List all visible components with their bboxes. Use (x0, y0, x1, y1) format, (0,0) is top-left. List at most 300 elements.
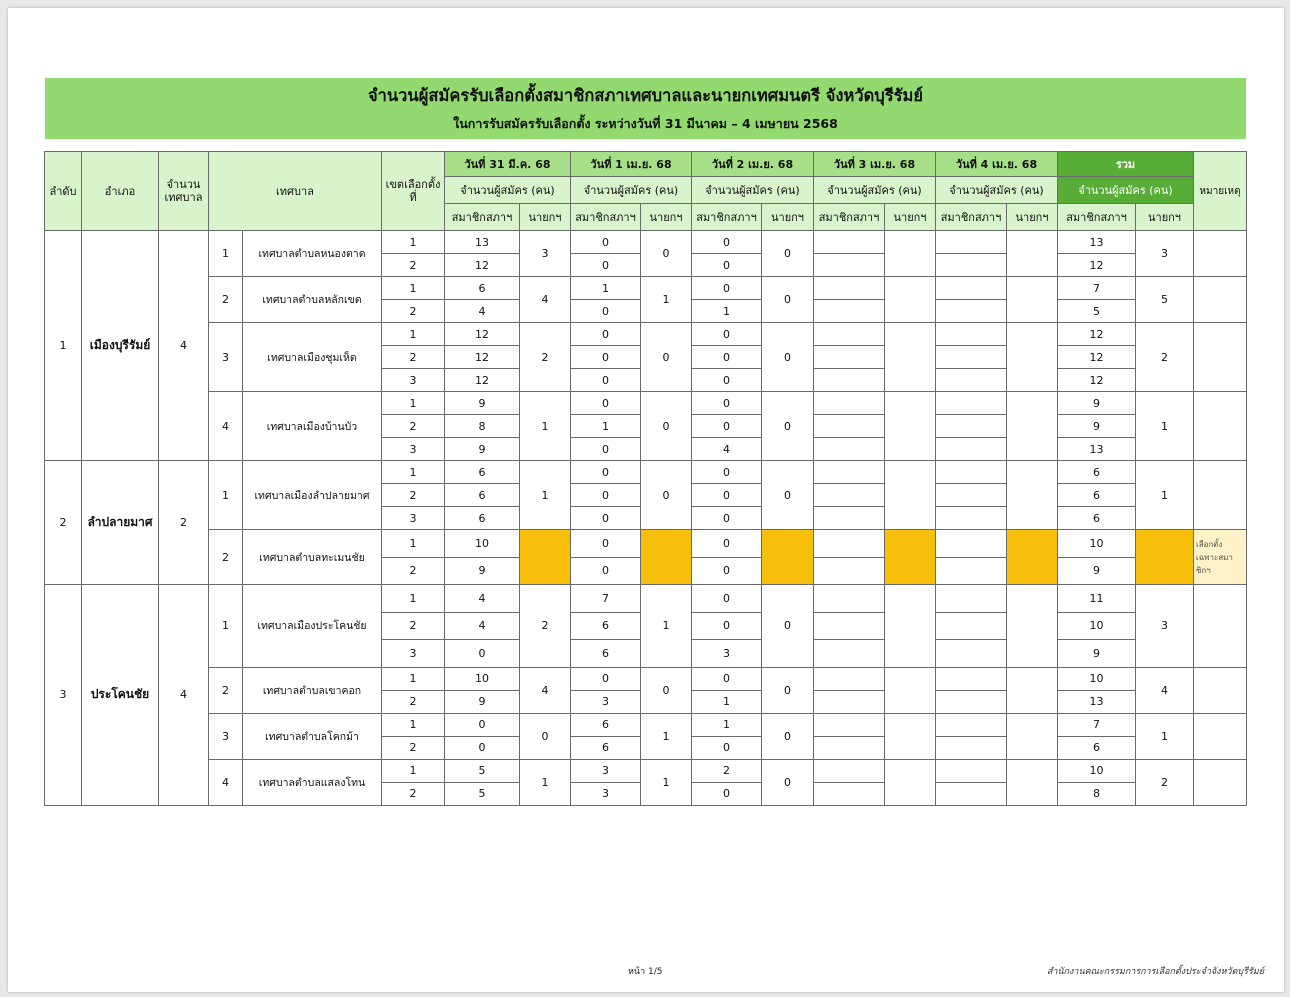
member-count-day-1: 10 (445, 667, 520, 690)
member-count-day-3: 0 (692, 782, 762, 805)
mayor-count-total: 1 (1136, 713, 1194, 759)
zone-no: 1 (382, 759, 445, 782)
member-count-day-2: 7 (571, 585, 641, 613)
municipality-name: เทศบาลตำบลแสลงโทน (243, 759, 382, 805)
member-count-day-1: 0 (445, 640, 520, 668)
member-count-day-3: 0 (692, 415, 762, 438)
member-count-day-5 (936, 736, 1007, 759)
member-count-day-2: 3 (571, 690, 641, 713)
member-count-day-4 (814, 438, 885, 461)
mayor-count-day-1: 1 (520, 759, 571, 805)
header-applicants-day-1: จำนวนผู้สมัคร (คน) (445, 177, 571, 204)
member-count-day-4 (814, 713, 885, 736)
member-count-day-2: 1 (571, 415, 641, 438)
member-count-day-1: 12 (445, 369, 520, 392)
member-count-total: 12 (1058, 323, 1136, 346)
member-count-day-2: 1 (571, 277, 641, 300)
amphoe-seq: 2 (45, 461, 82, 585)
header-applicants-day-2: จำนวนผู้สมัคร (คน) (571, 177, 692, 204)
member-count-day-5 (936, 254, 1007, 277)
member-count-day-1: 4 (445, 612, 520, 640)
mayor-count-day-4 (885, 392, 936, 461)
municipality-name: เทศบาลเมืองประโคนชัย (243, 585, 382, 668)
mayor-count-day-1: 4 (520, 277, 571, 323)
member-count-day-3: 0 (692, 507, 762, 530)
municipality-no: 2 (209, 667, 243, 713)
note-cell (1194, 277, 1247, 323)
mayor-count-day-5 (1007, 759, 1058, 805)
mayor-count-day-4 (885, 667, 936, 713)
header-day-1: วันที่ 31 มี.ค. 68 (445, 152, 571, 177)
member-count-day-5 (936, 713, 1007, 736)
zone-no: 2 (382, 300, 445, 323)
zone-no: 2 (382, 782, 445, 805)
mayor-count-total: 1 (1136, 392, 1194, 461)
member-count-day-1: 9 (445, 392, 520, 415)
mayor-count-day-5 (1007, 461, 1058, 530)
header-member-day-3: สมาชิกสภาฯ (692, 204, 762, 231)
mayor-count-day-2: 0 (641, 667, 692, 713)
member-count-day-4 (814, 392, 885, 415)
municipality-name: เทศบาลเมืองชุมเห็ด (243, 323, 382, 392)
amphoe-name: ประโคนชัย (82, 585, 159, 806)
member-count-total: 13 (1058, 690, 1136, 713)
member-count-day-4 (814, 323, 885, 346)
member-count-day-3: 0 (692, 254, 762, 277)
member-count-day-4 (814, 346, 885, 369)
table-row (45, 585, 1247, 613)
header-total-applicants: จำนวนผู้สมัคร (คน) (1058, 177, 1194, 204)
member-count-total: 10 (1058, 667, 1136, 690)
mayor-count-day-4 (885, 461, 936, 530)
member-count-day-4 (814, 736, 885, 759)
member-count-day-1: 5 (445, 782, 520, 805)
mayor-count-day-1: 2 (520, 323, 571, 392)
header-total: รวม (1058, 152, 1194, 177)
member-count-day-1: 9 (445, 690, 520, 713)
zone-no: 2 (382, 612, 445, 640)
note-cell (1194, 585, 1247, 668)
mayor-count-day-5 (1007, 585, 1058, 668)
mayor-count-day-4 (885, 585, 936, 668)
amphoe-seq: 1 (45, 231, 82, 461)
header-mayor-total: นายกฯ (1136, 204, 1194, 231)
member-count-day-1: 0 (445, 736, 520, 759)
municipality-no: 4 (209, 759, 243, 805)
mayor-count-day-1 (520, 530, 571, 585)
note-cell (1194, 461, 1247, 530)
member-count-day-4 (814, 461, 885, 484)
mayor-count-day-3: 0 (762, 759, 814, 805)
member-count-day-4 (814, 667, 885, 690)
member-count-day-1: 0 (445, 713, 520, 736)
member-count-day-3: 2 (692, 759, 762, 782)
mayor-count-day-3: 0 (762, 277, 814, 323)
member-count-day-1: 12 (445, 323, 520, 346)
member-count-day-3: 0 (692, 346, 762, 369)
member-count-day-5 (936, 585, 1007, 613)
municipality-no: 2 (209, 530, 243, 585)
table-row (45, 713, 1247, 736)
member-count-day-2: 6 (571, 612, 641, 640)
table-row (45, 530, 1247, 558)
mayor-count-day-2: 1 (641, 277, 692, 323)
member-count-total: 9 (1058, 392, 1136, 415)
member-count-day-2: 0 (571, 557, 641, 585)
note-cell: เลือกตั้ง เฉพาะสมาชิกฯ (1194, 530, 1247, 585)
mayor-count-day-1: 1 (520, 392, 571, 461)
note-cell (1194, 323, 1247, 392)
member-count-day-3: 0 (692, 461, 762, 484)
member-count-total: 8 (1058, 782, 1136, 805)
member-count-total: 10 (1058, 530, 1136, 558)
zone-no: 1 (382, 667, 445, 690)
mayor-count-day-3: 0 (762, 231, 814, 277)
table-row (45, 461, 1247, 484)
member-count-day-3: 0 (692, 392, 762, 415)
mayor-count-day-1: 3 (520, 231, 571, 277)
mayor-count-day-2: 1 (641, 759, 692, 805)
mayor-count-day-1: 1 (520, 461, 571, 530)
member-count-day-5 (936, 231, 1007, 254)
mayor-count-day-2: 0 (641, 461, 692, 530)
member-count-day-4 (814, 759, 885, 782)
header-mayor-day-2: นายกฯ (641, 204, 692, 231)
member-count-total: 6 (1058, 736, 1136, 759)
mayor-count-total: 3 (1136, 231, 1194, 277)
zone-no: 3 (382, 369, 445, 392)
member-count-day-1: 9 (445, 557, 520, 585)
header-applicants-day-3: จำนวนผู้สมัคร (คน) (692, 177, 814, 204)
header-applicants-day-5: จำนวนผู้สมัคร (คน) (936, 177, 1058, 204)
mayor-count-day-5 (1007, 323, 1058, 392)
mayor-count-day-2: 0 (641, 392, 692, 461)
municipality-no: 3 (209, 713, 243, 759)
member-count-day-3: 0 (692, 323, 762, 346)
member-count-day-5 (936, 461, 1007, 484)
zone-no: 1 (382, 392, 445, 415)
municipality-name: เทศบาลตำบลทะเมนชัย (243, 530, 382, 585)
member-count-day-4 (814, 254, 885, 277)
municipality-no: 2 (209, 277, 243, 323)
zone-no: 2 (382, 484, 445, 507)
municipality-no: 4 (209, 392, 243, 461)
mayor-count-day-2: 0 (641, 231, 692, 277)
header-municipality: เทศบาล (209, 152, 382, 231)
zone-no: 3 (382, 640, 445, 668)
member-count-day-4 (814, 557, 885, 585)
header-mayor-day-1: นายกฯ (520, 204, 571, 231)
member-count-day-5 (936, 323, 1007, 346)
member-count-total: 12 (1058, 254, 1136, 277)
member-count-day-2: 0 (571, 300, 641, 323)
member-count-day-2: 0 (571, 346, 641, 369)
member-count-total: 9 (1058, 557, 1136, 585)
member-count-total: 7 (1058, 713, 1136, 736)
member-count-day-1: 12 (445, 254, 520, 277)
municipality-name: เทศบาลตำบลเขาคอก (243, 667, 382, 713)
member-count-day-4 (814, 231, 885, 254)
member-count-day-4 (814, 782, 885, 805)
member-count-day-5 (936, 392, 1007, 415)
member-count-day-5 (936, 438, 1007, 461)
mayor-count-day-5 (1007, 231, 1058, 277)
mayor-count-day-5 (1007, 392, 1058, 461)
header-day-5: วันที่ 4 เม.ย. 68 (936, 152, 1058, 177)
member-count-total: 11 (1058, 585, 1136, 613)
member-count-total: 10 (1058, 612, 1136, 640)
member-count-day-3: 1 (692, 690, 762, 713)
zone-no: 1 (382, 323, 445, 346)
municipality-count: 2 (159, 461, 209, 585)
mayor-count-day-4 (885, 713, 936, 759)
member-count-day-1: 6 (445, 507, 520, 530)
mayor-count-day-4 (885, 277, 936, 323)
municipality-no: 1 (209, 461, 243, 530)
mayor-count-total (1136, 530, 1194, 585)
member-count-total: 6 (1058, 507, 1136, 530)
header-member-day-4: สมาชิกสภาฯ (814, 204, 885, 231)
header-note: หมายเหตุ (1194, 152, 1247, 231)
member-count-day-3: 0 (692, 612, 762, 640)
member-count-day-5 (936, 782, 1007, 805)
mayor-count-day-4 (885, 759, 936, 805)
mayor-count-day-2: 1 (641, 585, 692, 668)
member-count-day-4 (814, 640, 885, 668)
member-count-day-3: 0 (692, 736, 762, 759)
zone-no: 3 (382, 438, 445, 461)
header-applicants-day-4: จำนวนผู้สมัคร (คน) (814, 177, 936, 204)
member-count-day-4 (814, 585, 885, 613)
member-count-day-4 (814, 277, 885, 300)
municipality-no: 1 (209, 585, 243, 668)
municipality-name: เทศบาลตำบลหนองตาด (243, 231, 382, 277)
mayor-count-day-2 (641, 530, 692, 585)
member-count-total: 13 (1058, 231, 1136, 254)
municipality-count: 4 (159, 585, 209, 806)
mayor-count-day-3: 0 (762, 323, 814, 392)
mayor-count-total: 1 (1136, 461, 1194, 530)
mayor-count-day-2: 0 (641, 323, 692, 392)
member-count-day-4 (814, 484, 885, 507)
mayor-count-total: 2 (1136, 759, 1194, 805)
table-row (45, 277, 1247, 300)
member-count-day-5 (936, 530, 1007, 558)
member-count-day-3: 0 (692, 530, 762, 558)
mayor-count-day-3: 0 (762, 585, 814, 668)
page-subtitle: ในการรับสมัครรับเลือกตั้ง ระหว่างวันที่ 31 มีนาคม – 4 เมษายน 2568 (453, 116, 838, 131)
zone-no: 1 (382, 461, 445, 484)
mayor-count-day-3: 0 (762, 461, 814, 530)
municipality-name: เทศบาลตำบลหลักเขต (243, 277, 382, 323)
member-count-day-1: 4 (445, 300, 520, 323)
note-cell (1194, 667, 1247, 713)
mayor-count-day-4 (885, 323, 936, 392)
member-count-total: 6 (1058, 461, 1136, 484)
member-count-day-2: 0 (571, 484, 641, 507)
member-count-day-5 (936, 640, 1007, 668)
mayor-count-day-4 (885, 530, 936, 585)
member-count-day-5 (936, 369, 1007, 392)
member-count-day-2: 0 (571, 231, 641, 254)
table-row (45, 231, 1247, 254)
member-count-day-3: 1 (692, 713, 762, 736)
mayor-count-day-5 (1007, 667, 1058, 713)
title-banner (45, 78, 1246, 139)
document-page (8, 8, 1284, 992)
header-amphoe: อำเภอ (82, 152, 159, 231)
member-count-day-2: 3 (571, 759, 641, 782)
municipality-name: เทศบาลเมืองลำปลายมาศ (243, 461, 382, 530)
header-zone: เขตเลือกตั้ง ที่ (382, 152, 445, 231)
table-row (45, 667, 1247, 690)
page-number: หน้า 1/5 (628, 967, 663, 977)
member-count-day-2: 6 (571, 640, 641, 668)
municipality-no: 1 (209, 231, 243, 277)
member-count-day-3: 0 (692, 585, 762, 613)
mayor-count-day-1: 2 (520, 585, 571, 668)
footer-organization: สำนักงานคณะกรรมการการเลือกตั้งประจำจังหวัดบุรีรัมย์ (1046, 967, 1264, 977)
member-count-day-1: 6 (445, 461, 520, 484)
candidates-table (44, 151, 1247, 806)
member-count-day-2: 0 (571, 667, 641, 690)
member-count-day-2: 0 (571, 254, 641, 277)
member-count-day-5 (936, 346, 1007, 369)
mayor-count-total: 3 (1136, 585, 1194, 668)
member-count-total: 6 (1058, 484, 1136, 507)
member-count-day-2: 0 (571, 323, 641, 346)
municipality-name: เทศบาลตำบลโคกม้า (243, 713, 382, 759)
member-count-day-4 (814, 415, 885, 438)
member-count-day-4 (814, 612, 885, 640)
member-count-day-5 (936, 300, 1007, 323)
member-count-day-1: 10 (445, 530, 520, 558)
page-title: จำนวนผู้สมัครรับเลือกตั้งสมาชิกสภาเทศบาลและนายกเทศมนตรี จังหวัดบุรีรัมย์ (367, 86, 924, 105)
member-count-day-5 (936, 759, 1007, 782)
member-count-day-5 (936, 612, 1007, 640)
mayor-count-total: 2 (1136, 323, 1194, 392)
note-cell (1194, 392, 1247, 461)
member-count-day-3: 0 (692, 484, 762, 507)
zone-no: 2 (382, 690, 445, 713)
header-day-2: วันที่ 1 เม.ย. 68 (571, 152, 692, 177)
zone-no: 1 (382, 530, 445, 558)
note-cell (1194, 759, 1247, 805)
member-count-day-1: 5 (445, 759, 520, 782)
member-count-total: 10 (1058, 759, 1136, 782)
mayor-count-day-1: 4 (520, 667, 571, 713)
mayor-count-day-3: 0 (762, 713, 814, 759)
member-count-day-1: 9 (445, 438, 520, 461)
header-mayor-day-5: นายกฯ (1007, 204, 1058, 231)
zone-no: 1 (382, 713, 445, 736)
member-count-day-3: 0 (692, 277, 762, 300)
member-count-day-5 (936, 415, 1007, 438)
member-count-day-2: 3 (571, 782, 641, 805)
header-mayor-day-4: นายกฯ (885, 204, 936, 231)
member-count-day-2: 0 (571, 530, 641, 558)
zone-no: 2 (382, 415, 445, 438)
member-count-total: 12 (1058, 369, 1136, 392)
zone-no: 2 (382, 346, 445, 369)
header-member-day-2: สมาชิกสภาฯ (571, 204, 641, 231)
member-count-total: 9 (1058, 415, 1136, 438)
member-count-day-2: 0 (571, 507, 641, 530)
zone-no: 2 (382, 557, 445, 585)
member-count-day-5 (936, 507, 1007, 530)
member-count-day-1: 13 (445, 231, 520, 254)
member-count-day-5 (936, 277, 1007, 300)
member-count-day-1: 6 (445, 277, 520, 300)
mayor-count-day-5 (1007, 713, 1058, 759)
member-count-day-3: 3 (692, 640, 762, 668)
header-member-total: สมาชิกสภาฯ (1058, 204, 1136, 231)
table-row (45, 759, 1247, 782)
mayor-count-day-5 (1007, 277, 1058, 323)
header-member-day-5: สมาชิกสภาฯ (936, 204, 1007, 231)
member-count-total: 12 (1058, 346, 1136, 369)
member-count-day-2: 6 (571, 713, 641, 736)
member-count-day-2: 0 (571, 369, 641, 392)
mayor-count-day-3: 0 (762, 392, 814, 461)
amphoe-name: เมืองบุรีรัมย์ (82, 231, 159, 461)
mayor-count-day-4 (885, 231, 936, 277)
mayor-count-day-5 (1007, 530, 1058, 585)
zone-no: 2 (382, 736, 445, 759)
member-count-day-3: 0 (692, 557, 762, 585)
amphoe-seq: 3 (45, 585, 82, 806)
member-count-day-4 (814, 369, 885, 392)
mayor-count-day-3: 0 (762, 667, 814, 713)
municipality-count: 4 (159, 231, 209, 461)
member-count-day-1: 8 (445, 415, 520, 438)
member-count-day-3: 0 (692, 231, 762, 254)
zone-no: 2 (382, 254, 445, 277)
mayor-count-total: 4 (1136, 667, 1194, 713)
member-count-total: 7 (1058, 277, 1136, 300)
member-count-day-4 (814, 507, 885, 530)
member-count-total: 5 (1058, 300, 1136, 323)
header-day-4: วันที่ 3 เม.ย. 68 (814, 152, 936, 177)
note-cell (1194, 713, 1247, 759)
member-count-day-4 (814, 300, 885, 323)
table-row (45, 392, 1247, 415)
zone-no: 3 (382, 507, 445, 530)
header-mayor-day-3: นายกฯ (762, 204, 814, 231)
zone-no: 1 (382, 585, 445, 613)
table-row (45, 323, 1247, 346)
note-cell (1194, 231, 1247, 277)
member-count-day-5 (936, 690, 1007, 713)
member-count-day-2: 6 (571, 736, 641, 759)
header-count: จำนวน เทศบาล (159, 152, 209, 231)
member-count-day-5 (936, 484, 1007, 507)
header-seq: ลำดับ (45, 152, 82, 231)
zone-no: 1 (382, 231, 445, 254)
member-count-day-2: 0 (571, 461, 641, 484)
member-count-day-2: 0 (571, 438, 641, 461)
member-count-day-3: 0 (692, 667, 762, 690)
header-day-3: วันที่ 2 เม.ย. 68 (692, 152, 814, 177)
member-count-total: 9 (1058, 640, 1136, 668)
mayor-count-day-1: 0 (520, 713, 571, 759)
zone-no: 1 (382, 277, 445, 300)
member-count-day-5 (936, 557, 1007, 585)
member-count-day-3: 4 (692, 438, 762, 461)
member-count-day-1: 4 (445, 585, 520, 613)
member-count-day-2: 0 (571, 392, 641, 415)
municipality-no: 3 (209, 323, 243, 392)
